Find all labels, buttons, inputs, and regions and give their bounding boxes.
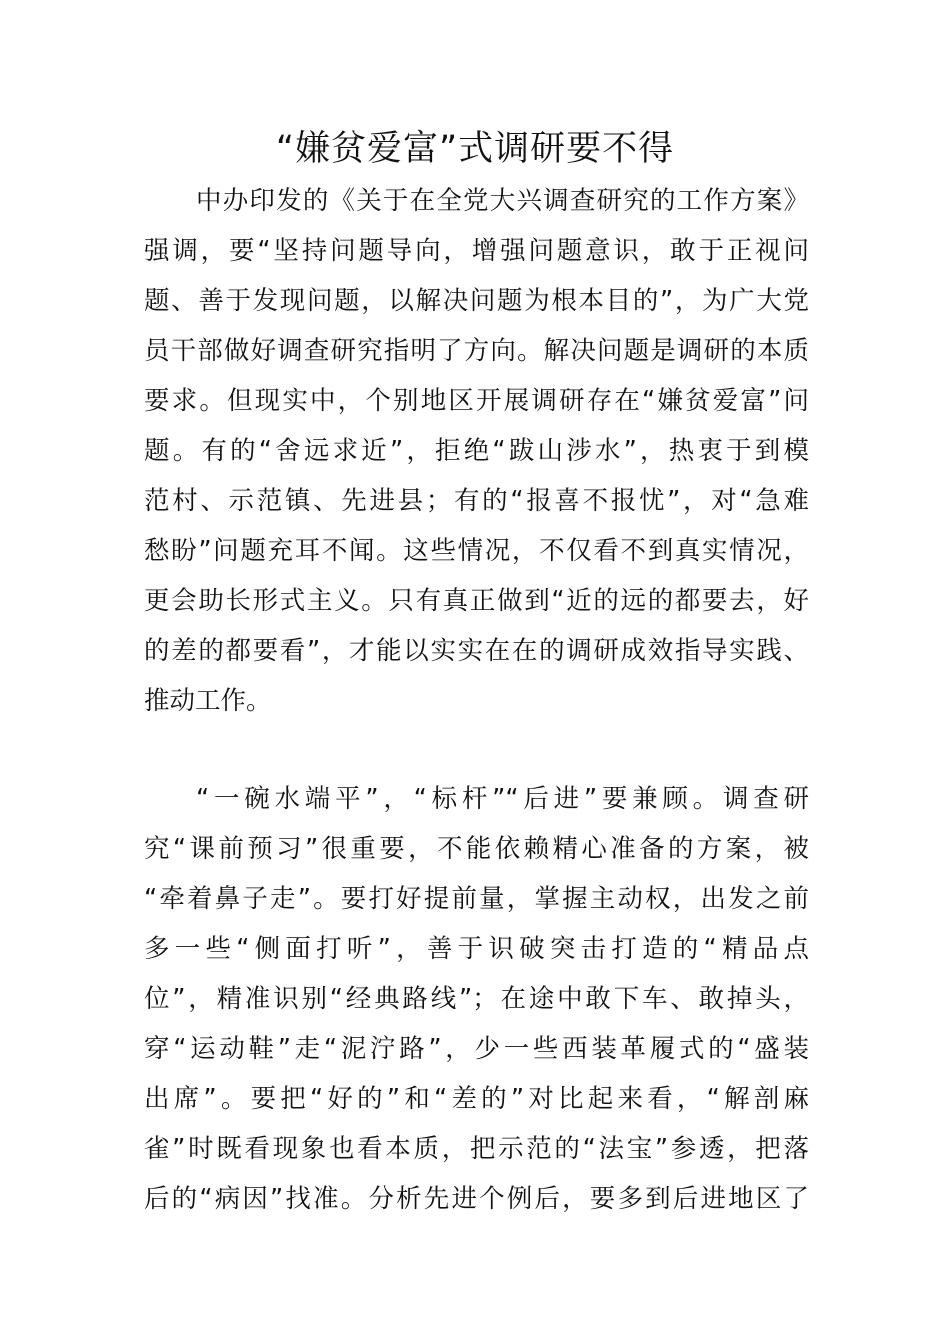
paragraph-line: 雀”时既看现象也看本质，把示范的“法宝”参透，把落 [144,1134,809,1164]
paragraph-line: 强调，要“坚持问题导向，增强问题意识，敢于正视问 [144,236,809,266]
paragraph-line: 究“课前预习”很重要，不能依赖精心准备的方案，被 [144,834,809,864]
paragraph-line: “一碗水端平”，“标杆”“后进”要兼顾。调查研 [196,784,809,814]
paragraph-line: “牵着鼻子走”。要打好提前量，掌握主动权，出发之前 [144,884,809,914]
paragraph-line: 范村、示范镇、先进县；有的“报喜不报忧”，对“急难 [144,486,809,516]
paragraph-line: 员干部做好调查研究指明了方向。解决问题是调研的本质 [144,336,809,366]
paragraph-line: 多一些“侧面打听”，善于识破突击打造的“精品点 [144,934,809,964]
paragraph-line: 要求。但现实中，个别地区开展调研存在“嫌贫爱富”问 [144,386,809,416]
paragraph-line: 题。有的“舍远求近”，拒绝“跋山涉水”，热衷于到模 [144,436,809,466]
paragraph-line: 愁盼”问题充耳不闻。这些情况，不仅看不到真实情况， [144,536,809,566]
paragraph-line: 中办印发的《关于在全党大兴调查研究的工作方案》 [196,186,809,216]
paragraph-line: 后的“病因”找准。分析先进个例后，要多到后进地区了 [144,1184,809,1214]
article-title: “嫌贫爱富”式调研要不得 [275,129,675,169]
paragraph-2 [144,774,809,1224]
paragraph-line: 位”，精准识别“经典路线”；在途中敢下车、敢掉头， [144,984,809,1014]
paragraph-line: 出席”。要把“好的”和“差的”对比起来看，“解剖麻 [144,1084,809,1114]
paragraph-line: 的差的都要看”，才能以实实在在的调研成效指导实践、 [144,636,809,666]
paragraph-line: 推动工作。 [144,686,272,716]
paragraph-line: 题、善于发现问题，以解决问题为根本目的”，为广大党 [144,286,809,316]
paragraph-line: 穿“运动鞋”走“泥泞路”，少一些西装革履式的“盛装 [144,1034,809,1064]
paragraph-line: 更会助长形式主义。只有真正做到“近的远的都要去，好 [144,586,809,616]
paragraph-1 [144,176,809,726]
